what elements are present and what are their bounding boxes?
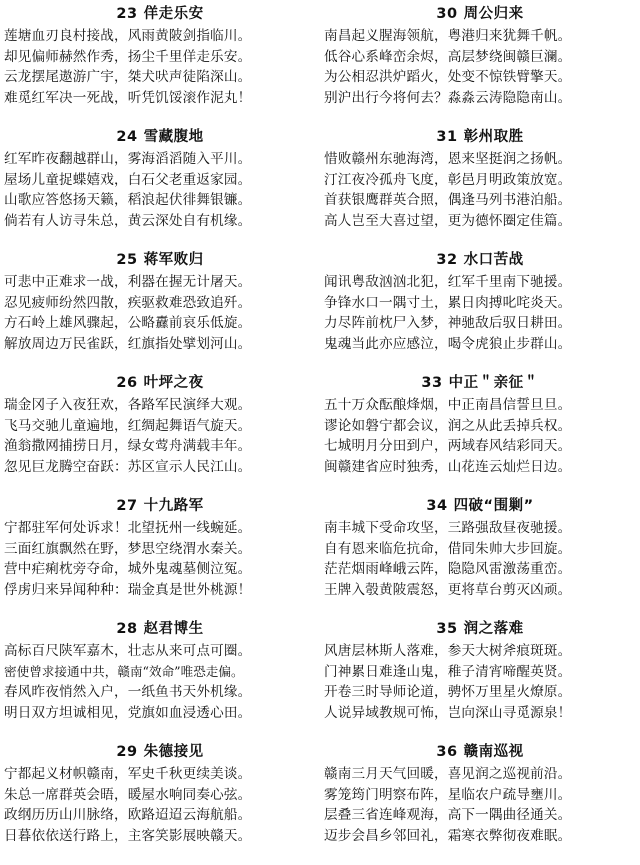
poem-line: 朱总一席群英会晤，暖屋水响同奏心弦。: [4, 786, 252, 803]
poem-title: [4, 373, 316, 395]
poem-line: 忍见疲师纷然四散，疾驱救难恐致追歼。: [4, 294, 252, 311]
poem-title-text: 四破“围剿”: [453, 498, 534, 514]
poem-line: 倘若有人访寻朱总，黄云深处自有机缘。: [4, 212, 252, 229]
poem-title: [324, 742, 636, 764]
poem-line: 开卷三时导师论道，骋怀万里星火燎原。: [324, 684, 572, 700]
left-column: [4, 4, 316, 865]
poem-title: [324, 373, 636, 395]
poem-title-text: 润之落难: [463, 621, 524, 637]
poem-line: 春风昨夜悄然入户，一纸鱼书天外机缘。: [4, 684, 252, 700]
poem-34: [324, 496, 636, 619]
poem-title: [324, 619, 636, 641]
poem-title-text: 赵君博生: [143, 621, 204, 637]
poem-26: [4, 373, 316, 496]
poem-line: 忽见巨龙腾空奋跃：苏区宣示人民江山。: [4, 458, 252, 475]
right-column: [324, 4, 636, 865]
poem-title: [4, 496, 316, 518]
poem-line: 迈步会昌乡邻回礼，霜寒衣弊彻夜难眠。: [324, 827, 572, 844]
poem-line: 营中疟痢枕旁夺命，城外鬼魂墓侧泣冤。: [4, 561, 252, 577]
poem-line: 闽赣建省应时独秀，山花连云灿烂日边。: [324, 458, 572, 475]
poem-line: 谬论如磐宁都会议，润之从此丢掉兵权。: [324, 417, 572, 434]
poem-25: [4, 250, 316, 373]
poem-number: 25: [116, 252, 138, 268]
poem-line: 首获银鹰群英合照，偶逢马列书港泊船。: [324, 192, 572, 208]
poem-title-text: 周公归来: [463, 6, 524, 22]
poem-24: [4, 127, 316, 250]
poem-title: [4, 250, 316, 272]
poem-line: 惜败赣州东驰海湾，恩来坚挺润之扬帆。: [324, 151, 572, 167]
poem-line: 可悲中正难求一战，利器在握无计屠天。: [4, 274, 252, 290]
poem-title-text: 佯走乐安: [143, 6, 204, 22]
poem-line: 飞马交驰儿童遍地，红绸起舞语气旋天。: [4, 417, 252, 434]
poem-line: 解放周边万民雀跃，红旗指处擘划河山。: [4, 335, 252, 352]
poem-number: 29: [116, 744, 138, 760]
poem-line: 难觅红军决一死战，听凭饥馁滚作泥丸！: [4, 89, 252, 106]
poem-31: [324, 127, 636, 250]
poem-28: [4, 619, 316, 742]
poem-line: 红军昨夜翻越群山，雾海滔滔随入平川。: [4, 151, 252, 167]
poem-30: [324, 4, 636, 127]
poem-number: 30: [436, 6, 458, 22]
poem-line: 王牌入彀黄陂震怒，更将草台剪灭凶顽。: [324, 581, 572, 598]
poem-line: 闻讯粤敌汹汹北犯，红军千里南下驰援。: [324, 274, 572, 290]
poem-line: 别沪出行今将何去？淼淼云涛隐隐南山。: [324, 89, 572, 106]
poem-line: 却见偏师赫然作秀，扬尘千里佯走乐安。: [4, 48, 252, 65]
poem-title: [4, 619, 316, 641]
poem-23: [4, 4, 316, 127]
poem-line: 瑞金冈子入夜狂欢，各路军民演绎大观。: [4, 397, 252, 413]
poem-line: 莲塘血刃良村接战，风雨黄陂剑指临川。: [4, 28, 252, 44]
poem-title: [4, 4, 316, 26]
poem-line: 门神累日难逢山鬼，稚子清宵啼醒英贤。: [324, 663, 572, 680]
poem-title: [324, 250, 636, 272]
poem-line: 低谷心系峰峦余烬，高层梦绕闽赣巨澜。: [324, 48, 572, 65]
poem-33: [324, 373, 636, 496]
poem-line: 云龙摆尾遨游广宇，桀犬吠声徒陷深山。: [4, 69, 252, 85]
poem-line: 风唐层林斯人落难，参天大树斧痕斑斑。: [324, 643, 572, 659]
poem-number: 28: [116, 621, 138, 637]
poem-title-text: 叶坪之夜: [143, 375, 204, 391]
poem-line: 高标百尺陕军嘉木，壮志从来可点可圈。: [4, 643, 252, 659]
poem-title-text: 朱德接见: [143, 744, 204, 760]
poem-line: 宁都起义材帜赣南，军史千秋更续美谈。: [4, 766, 252, 782]
poem-number: 33: [421, 375, 443, 391]
poem-line: 高人岂至大喜过望，更为德怀圈定佳篇。: [324, 212, 572, 229]
poem-line: 山歌应答悠扬天籁，稻浪起伏徘舞银镰。: [4, 192, 252, 208]
poem-line: 南昌起义腥海领航，粤港归来犹舞千帆。: [324, 28, 572, 44]
poem-line: 屋场儿童捉蝶嬉戏，白石父老重返家园。: [4, 171, 252, 188]
poem-number: 34: [426, 498, 448, 514]
poem-number: 23: [116, 6, 138, 22]
poem-line: 争锋水口一隅寸土，累日肉搏叱咤炎天。: [324, 294, 572, 311]
poem-line: 宁都驻军何处诉求！北望抚州一线蜿延。: [4, 520, 252, 536]
poem-title-text: 十九路军: [143, 498, 204, 514]
poem-line: 力尽阵前枕尸入梦，神驰敌后驭日耕田。: [324, 315, 572, 331]
poem-29: [4, 742, 316, 865]
poem-line: 南丰城下受命攻坚，三路强敌昼夜驰援。: [324, 520, 572, 536]
poem-number: 24: [116, 129, 138, 145]
poem-line: 三面红旗飘然在野，梦思空绕渭水秦关。: [4, 540, 252, 557]
poem-line: 政纲历历山川脉络，欧路迢迢云海航船。: [4, 807, 252, 823]
poem-line: 层叠三省连峰观海，高下一隅曲径通关。: [324, 807, 572, 823]
poem-number: 26: [116, 375, 138, 391]
poem-line: 赣南三月天气回暖，喜见润之巡视前沿。: [324, 766, 572, 782]
poem-number: 27: [116, 498, 138, 514]
poem-number: 35: [436, 621, 458, 637]
poem-line: 密使曾求接通中共，赣南“效命”唯恐走偏。: [4, 663, 244, 679]
poem-title-text: 水口苦战: [463, 252, 524, 268]
poem-line: 汀江夜冷孤舟飞度，彰邑月明政策放宽。: [324, 171, 572, 188]
poem-line: 雾笼筠门明察布阵，星临农户疏导壅川。: [324, 786, 572, 803]
poem-line: 日暮依依送行路上，主客笑影展映赣天。: [4, 827, 252, 844]
poem-title: [324, 4, 636, 26]
poem-27: [4, 496, 316, 619]
poem-35: [324, 619, 636, 742]
poem-title: [324, 496, 636, 518]
poem-line: 为公相忍洪炉蹈火，处变不惊铁臂擎天。: [324, 69, 572, 85]
poem-line: 茫茫烟雨峰峨云阵，隐隐风雷激荡重峦。: [324, 561, 572, 577]
poem-line: 自有恩来临危抗命，借同朱帅大步回旋。: [324, 540, 572, 557]
poem-title-text: 中正＂亲征＂: [448, 375, 539, 391]
poem-line: 五十万众酝酿烽烟，中正南昌信誓旦旦。: [324, 397, 572, 413]
poem-title-text: 赣南巡视: [463, 744, 524, 760]
poem-32: [324, 250, 636, 373]
poem-line: 方石岭上雄风骤起，公略纛前哀乐低旋。: [4, 315, 252, 331]
poem-number: 32: [436, 252, 458, 268]
poem-number: 31: [436, 129, 458, 145]
poem-line: 人说异域教规可怖，岂向深山寻觅源泉！: [324, 704, 572, 721]
poem-title: [324, 127, 636, 149]
poem-line: 俘虏归来异闻种种：瑞金真是世外桃源！: [4, 581, 252, 598]
poem-title-text: 蒋军败归: [143, 252, 204, 268]
poem-line: 渔翁撒网捕捞日月，绿女莺舟满载丰年。: [4, 438, 252, 454]
poem-line: 明日双方坦诚相见，党旗如血浸透心田。: [4, 704, 252, 721]
poem-title-text: 彰州取胜: [463, 129, 524, 145]
poem-title-text: 雪藏腹地: [143, 129, 204, 145]
poem-number: 36: [436, 744, 458, 760]
poem-line: 七城明月分田到户，两域春风结彩同天。: [324, 438, 572, 454]
poem-line: 鬼魂当此亦应感泣，喝令虎狼止步群山。: [324, 335, 572, 352]
poem-title: [4, 742, 316, 764]
poem-title: [4, 127, 316, 149]
poem-36: [324, 742, 636, 865]
